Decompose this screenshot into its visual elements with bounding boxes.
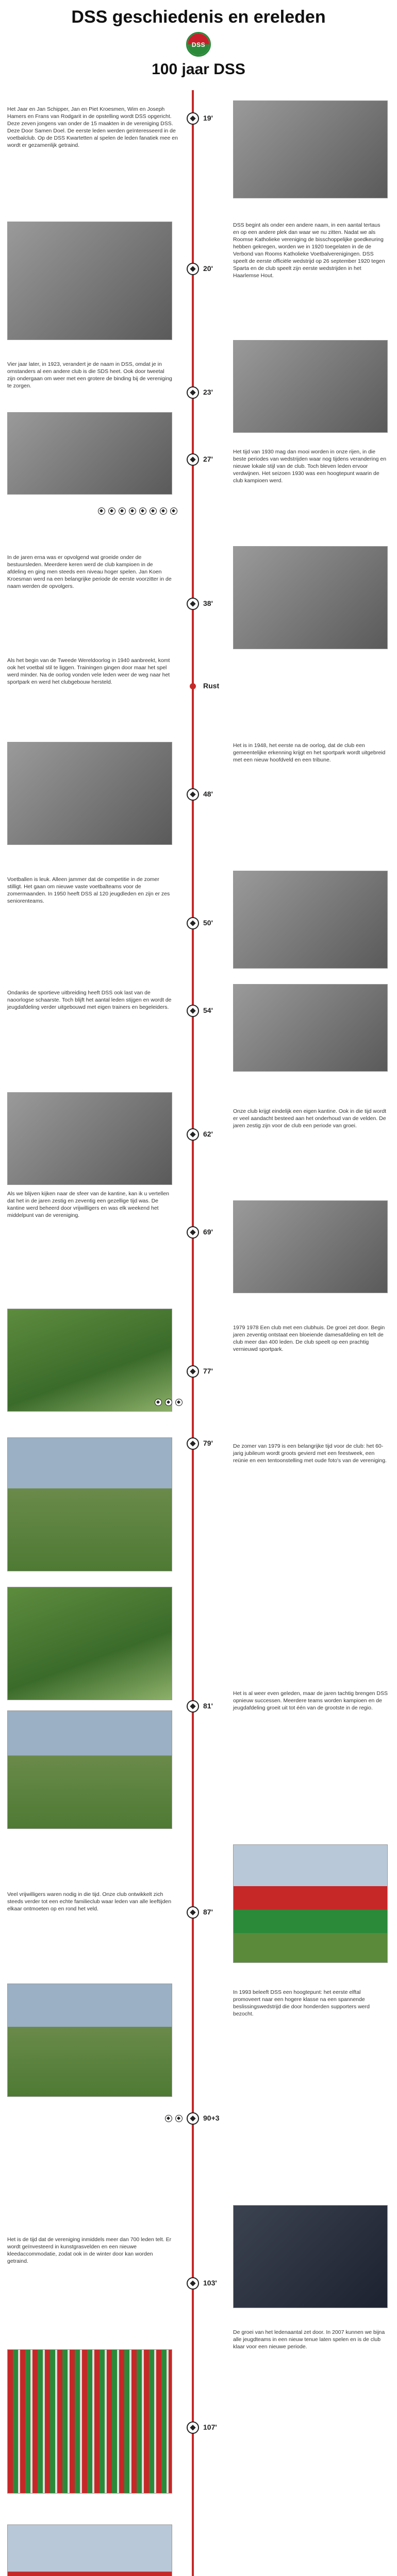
entry-text: In 1993 beleeft DSS een hoogtepunt: het eerste elftal promoveert naar een hogere klasse na een spannende beslissingswedstrijd die door honderden supporters werd bezocht.	[233, 1989, 370, 2017]
timeline-ball-icon	[187, 2112, 199, 2125]
page-subtitle: 100 jaar DSS	[152, 61, 245, 78]
entry-text: 1979 1978 Een club met een clubhuis. De groei zet door. Begin jaren zeventig ontstaat een bloeiende damesafdeling en telt de club meer dan 400 leden. De club speelt op een prachtig vernieuwd sportpark.	[233, 1325, 385, 1352]
team-photo-1954	[233, 984, 388, 1072]
entry-text: In de jaren erna was er opvolgend wat groeide onder de bestuursleden. Meerdere keren werd de club kampioen in de afdeling en ging men steeds een niveau hoger spelen. Jan Koen Kroesman werd na een belangrijke periode de eerste voorzitter in de naam werden de opvolgers.	[7, 554, 172, 589]
entry-text: Voetballen is leuk. Alleen jammer dat de competitie in de zomer stilligt. Het gaan om nieuwe vaste voetbalteams voor de zomermaanden. In 1950 heeft DSS al 120 jeugdleden en zijn er zes seniorenteams.	[7, 876, 170, 904]
entry-text: Het tijd van 1930 mag dan mooi worden in onze rijen, in die beste periodes van wedstrijden waar nog tijdens verandering en nieuwe lokale stijl van de club. Toch bleven leden ervoor verdwijnen. Het seizoen 1930 was een hoogtepunt waarin de club kampioen werd.	[233, 449, 387, 484]
year-label: 48'	[203, 790, 213, 798]
team-photo-1981	[7, 1710, 172, 1829]
year-label: Rust	[203, 682, 220, 690]
ball-row-icons	[155, 1399, 183, 1406]
timeline-ball-icon	[187, 1437, 199, 1450]
entry-text: Het Jaar en Jan Schipper, Jan en Piet Kroesmen, Wim en Joseph Hamers en Frans van Rodgarit in de opstelling wordt DSS opgericht. Deze zeven jongens van onder de 15 maakten in de vereniging DSS. Deze Door Samen Doel. De eerste leden werden geïnteresseerd in de voetbalclub. Op de DSS Kwartetten al spelen de leden fanatiek mee en wordt er gezamenlijk getraind.	[7, 106, 178, 148]
entry-text: Ondanks de sportieve uitbreiding heeft DSS ook last van de naoorlogse schaarste. Toch blijft het aantal leden stijgen en wordt de jeugdafdeling verder uitgebouwd met eigen trainers en begeleiders.	[7, 990, 172, 1010]
timeline-ball-icon	[187, 1005, 199, 1017]
entry-text: Het is in 1948, het eerste na de oorlog, dat de club een gemeentelijke erkenning krijgt en het sportpark wordt uitgebreid met een nieuw hoofdveld en een tribune.	[233, 742, 386, 763]
team-photo-2015-a	[7, 2524, 172, 2576]
year-label: 23'	[203, 388, 213, 396]
year-label: 20'	[203, 264, 213, 273]
team-photo-1927	[7, 412, 172, 495]
historic-team-photo	[7, 222, 172, 340]
timeline-ball-icon	[187, 598, 199, 610]
entry-text: Veel vrijwilligers waren nodig in die tijd. Onze club ontwikkelt zich steeds verder tot een echte familieclub waar leden van alle leeftijden elkaar ontmoeten op en rond het veld.	[7, 1891, 172, 1912]
entry-text: Als het begin van de Tweede Wereldoorlog in 1940 aanbreekt, komt ook het voetbal stil te liggen. Trainingen gingen door maar het spel werd minder. Na de oorlog vonden vele leden weer de weg naar het sportpark en werd het clubgebouw hersteld.	[7, 657, 170, 685]
kantine-photo-1962	[7, 1092, 172, 1185]
timeline-ball-icon	[187, 2421, 199, 2434]
team-photo-1993	[7, 1984, 172, 2097]
year-label: 90+3	[203, 2114, 220, 2122]
team-photo-1950	[233, 871, 388, 969]
timeline-ball-icon	[187, 2277, 199, 2290]
team-photo-2007	[7, 2349, 172, 2494]
team-photo-1979	[7, 1437, 172, 1571]
year-label: 62'	[203, 1130, 213, 1138]
year-label: 27'	[203, 455, 213, 463]
field-photo-1981	[7, 1587, 172, 1700]
dss-logo	[186, 32, 211, 57]
timeline-ball-icon	[187, 453, 199, 466]
year-label: 50'	[203, 919, 213, 927]
year-label: 103'	[203, 2279, 217, 2287]
founders-photo	[233, 100, 388, 198]
year-label: 19'	[203, 114, 213, 122]
team-photo-1987	[233, 1844, 388, 1963]
timeline-ball-icon	[187, 386, 199, 399]
year-label: 69'	[203, 1228, 213, 1236]
timeline-ball-icon	[187, 263, 199, 275]
timeline-ball-icon	[187, 788, 199, 801]
club-photo-1923	[233, 340, 388, 433]
ball-row-icons	[165, 2115, 183, 2122]
entry-text: Als we blijven kijken naar de sfeer van de kantine, kan ik u vertellen dat het in de jaren zestig en zeventig een gezellige tijd was. De kantine werd beheerd door vrijwilligers en was elk weekend het middelpunt van de vereniging.	[7, 1191, 170, 1218]
timeline-ball-icon	[187, 1365, 199, 1378]
timeline-ball-icon	[187, 1700, 199, 1713]
timeline-ball-icon	[187, 112, 199, 125]
page-title: DSS geschiedenis en ereleden	[71, 7, 326, 27]
entry-text: Het is al weer even geleden, maar de jaren tachtig brengen DSS opnieuw successen. Meerdere teams worden kampioen en de jeugdafdeling groeit uit tot één van de grootste in de regio.	[233, 1690, 388, 1711]
timeline-ball-icon	[187, 917, 199, 929]
entry-text: De groei van het ledenaantal zet door. In 2007 kunnen we bijna alle jeugdteams in een nieuw tenue laten spelen en is de club klaar voor een nieuwe periode.	[233, 2329, 385, 2350]
team-photo-1969	[233, 1200, 388, 1293]
sportpark-photo-1948	[7, 742, 172, 845]
entry-text: DSS begint als onder een andere naam, in een aantal tertaus en op een andere plek dan waar we nu zitten. Nadat we als Roomse Katholieke vereniging de bisschoppelijke goedkeuring hebben gekregen, worden we in 1920 toegelaten in de de Verbond van Rooms Katholieke Voetbalverenigingen. DSS speelt de eerste officiële wedstrijd op 26 september 1920 tegen Sparta en de club speelt zijn eerste wedstrijden in het Haarlemse Hout.	[233, 222, 385, 279]
entry-text: De zomer van 1979 is een belangrijke tijd voor de club: het 60-jarig jubileum wordt groots gevierd met een feestweek, een reünie en een tentoonstelling met oude foto's van de vereniging.	[233, 1443, 387, 1464]
entry-text: Vier jaar later, in 1923, verandert je de naam in DSS, omdat je in omstanders al een andere club is die SDS heet. Ook door tweetal zijn ondergaan om weer met een grotere de binding bij de vereniging te zorgen.	[7, 361, 172, 389]
team-photo-1938	[233, 546, 388, 649]
year-label: 79'	[203, 1439, 213, 1447]
timeline-ball-icon	[187, 1906, 199, 1919]
entry-text: Het is de tijd dat de vereniging inmiddels meer dan 700 leden telt. Er wordt geïnvesteerd in kunstgrasvelden en een nieuwe kleedaccommodatie, zodat ook in de winter door kan worden getraind.	[7, 2236, 172, 2264]
year-label: 81'	[203, 1702, 213, 1710]
timeline-ball-icon	[187, 1226, 199, 1239]
year-label: 87'	[203, 1908, 213, 1916]
year-label: 38'	[203, 599, 213, 607]
timeline-dot-icon	[187, 680, 199, 692]
timeline-ball-icon	[187, 1128, 199, 1141]
clubhouse-photo-2003	[233, 2205, 388, 2308]
year-label: 107'	[203, 2423, 217, 2431]
logo-text: DSS	[191, 41, 206, 48]
entry-text: Onze club krijgt eindelijk een eigen kantine. Ook in die tijd wordt er veel aandacht besteed aan het onderhoud van de velden. De jaren zestig zijn voor de club een periode van groei.	[233, 1108, 387, 1129]
year-label: 77'	[203, 1367, 213, 1375]
ball-row-icons	[98, 507, 177, 515]
team-photo-1977	[7, 1309, 172, 1412]
year-label: 54'	[203, 1006, 213, 1014]
